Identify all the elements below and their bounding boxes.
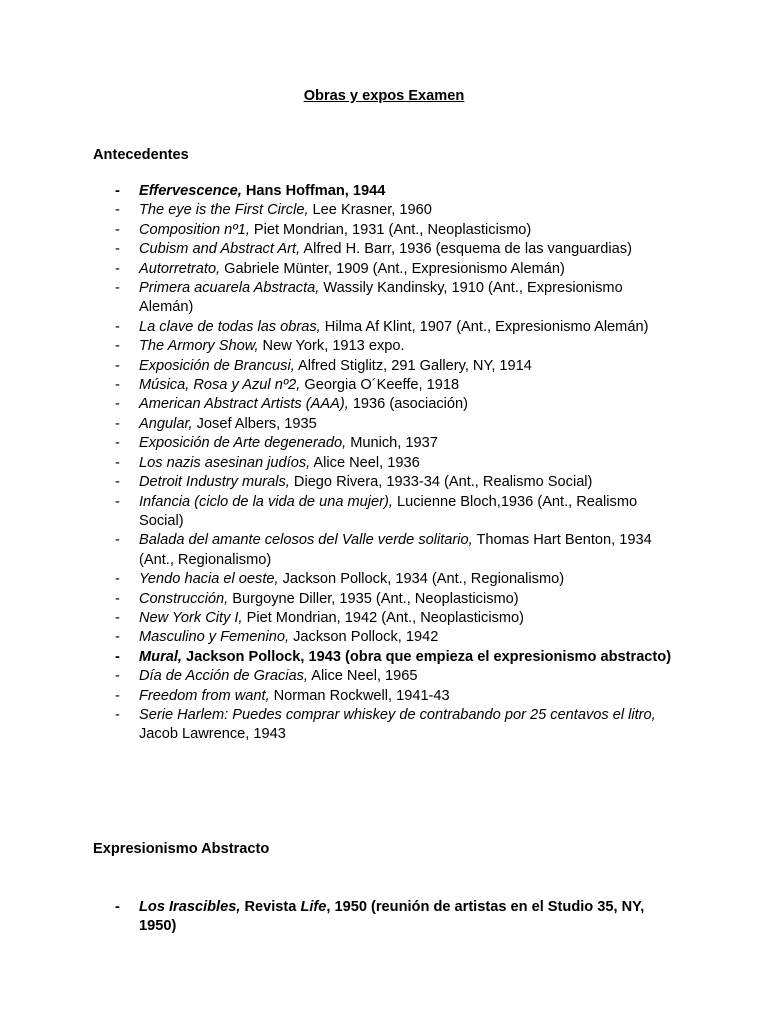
list-item [93,898,673,937]
item-title-text: Masculino y Femenino, [139,629,290,646]
list-item [93,531,673,570]
list-item [93,434,673,453]
item-title-text: Los Irascibles, [139,899,241,915]
item-title-text: Detroit Industry murals, [139,474,290,491]
list-item [93,337,673,356]
bullet-dash: - [115,706,120,723]
page-title: Obras y expos Examen [303,88,465,104]
item-title-text: Día de Acción de Gracias, [139,668,308,685]
item-title-text: Infancia (ciclo de la vida de una mujer), [139,493,393,510]
bullet-dash: - [115,396,120,413]
bullet-dash: - [115,183,120,199]
bullet-dash: - [115,280,120,297]
list-item [93,395,673,414]
item-detail-text: Hilma Af Klint, 1907 (Ant., Expresionismo Alemán) [320,318,649,335]
item-title-text: Yendo hacia el oeste, [139,571,279,588]
list-item [93,221,673,240]
item-title-text: Autorretrato, [139,260,221,277]
item-detail-text: Piet Mondrian, 1942 (Ant., Neoplasticismo) [242,609,525,626]
list-item [93,628,673,647]
item-detail-text: Wassily Kandinsky, 1910 (Ant., Expresionismo Alemán) [139,280,623,316]
list-item [93,473,673,492]
item-title-text: Effervescence, [139,183,242,199]
bullet-dash: - [115,899,120,915]
item-detail-text: Gabriele Münter, 1909 (Ant., Expresionismo Alemán) [220,260,565,277]
item-detail-text: Revista [240,899,301,915]
item-title-text: Cubism and Abstract Art, [139,241,301,258]
bullet-dash: - [115,415,120,432]
item-detail-text: Alfred H. Barr, 1936 (esquema de las vanguardias) [300,241,632,258]
item-detail-text: Lucienne Bloch,1936 (Ant., Realismo Social) [139,493,638,529]
bullet-dash: - [115,629,120,646]
item-title-text: Mural, [139,648,182,665]
list-item [93,667,673,686]
item-title-text: Life [300,899,327,915]
bullet-dash: - [115,202,120,219]
bullet-dash: - [115,338,120,355]
bullet-dash: - [115,241,120,258]
bullet-dash: - [115,454,120,471]
item-title-text: La clave de todas las obras, [139,318,321,335]
item-title-text: Construcción, [139,590,229,607]
item-title-text: Balada del amante celosos del Valle verde solitario, [139,532,473,549]
bullet-dash: - [115,648,120,665]
item-title-text: Freedom from want, [139,687,270,704]
list-item [93,415,673,434]
list-item [93,357,673,376]
item-detail-text: Jackson Pollock, 1943 (obra que empieza el expresionismo abstracto) [181,648,672,665]
bullet-dash: - [115,668,120,685]
item-title-text: The Armory Show, [139,338,259,355]
expresionismo-abstracto-list [93,898,673,937]
bullet-dash: - [115,493,120,510]
item-detail-text: Thomas Hart Benton, 1934 (Ant., Regionalismo) [139,532,652,568]
item-detail-text: Alice Neel, 1965 [308,668,418,685]
item-title-text: New York City I, [139,609,243,626]
item-title-text: Angular, [139,415,193,432]
item-title-text: Los nazis asesinan judíos, [139,454,311,471]
bullet-dash: - [115,687,120,704]
section-heading-expresionismo-abstracto: Expresionismo Abstracto [93,841,270,857]
list-item [93,706,673,745]
bullet-dash: - [115,377,120,394]
list-item [93,260,673,279]
list-item [93,454,673,473]
item-detail-text: Munich, 1937 [346,435,438,452]
bullet-dash: - [115,571,120,588]
bullet-dash: - [115,221,120,238]
list-item [93,493,673,532]
item-title-text: Primera acuarela Abstracta, [139,280,320,297]
bullet-dash: - [115,609,120,626]
bullet-dash: - [115,435,120,452]
item-detail-text: Alice Neel, 1936 [310,454,420,471]
item-detail-text: Alfred Stiglitz, 291 Gallery, NY, 1914 [294,357,532,374]
item-detail-text: Norman Rockwell, 1941-43 [269,687,450,704]
item-detail-text: Burgoyne Diller, 1935 (Ant., Neoplasticismo) [228,590,519,607]
item-detail-text: New York, 1913 expo. [258,338,405,355]
bullet-dash: - [115,260,120,277]
list-item [93,609,673,628]
antecedentes-list [93,182,673,745]
bullet-dash: - [115,357,120,374]
item-title-text: Serie Harlem: Puedes comprar whiskey de contrabando por 25 centavos el litro, [139,706,656,723]
item-title-text: Exposición de Arte degenerado, [139,435,347,452]
section-heading-antecedentes: Antecedentes [93,147,189,163]
bullet-dash: - [115,532,120,549]
item-detail-text: , 1950 (reunión de artistas en el Studio 35, NY, 1950) [139,899,645,935]
item-detail-text: Jackson Pollock, 1934 (Ant., Regionalismo) [278,571,565,588]
list-item [93,318,673,337]
item-detail-text: Josef Albers, 1935 [192,415,317,432]
item-detail-text: Piet Mondrian, 1931 (Ant., Neoplasticismo) [249,221,532,238]
item-detail-text: Hans Hoffman, 1944 [241,183,386,199]
item-detail-text: 1936 (asociación) [348,396,469,413]
item-detail-text: Lee Krasner, 1960 [308,202,432,219]
list-item [93,648,673,667]
list-item [93,279,673,318]
item-detail-text: Diego Rivera, 1933-34 (Ant., Realismo Social) [289,474,593,491]
list-item [93,570,673,589]
item-detail-text: Jackson Pollock, 1942 [289,629,439,646]
list-item [93,182,673,201]
list-item [93,201,673,220]
list-item [93,590,673,609]
list-item [93,240,673,259]
item-detail-text: Georgia O´Keeffe, 1918 [300,377,460,394]
bullet-dash: - [115,318,120,335]
list-item [93,687,673,706]
bullet-dash: - [115,590,120,607]
item-title-text: The eye is the First Circle, [139,202,309,219]
bullet-dash: - [115,474,120,491]
item-title-text: Música, Rosa y Azul nº2, [139,377,301,394]
item-detail-text: Jacob Lawrence, 1943 [139,726,286,743]
item-title-text: American Abstract Artists (AAA), [139,396,349,413]
item-title-text: Exposición de Brancusi, [139,357,295,374]
list-item [93,376,673,395]
item-title-text: Composition nº1, [139,221,250,238]
